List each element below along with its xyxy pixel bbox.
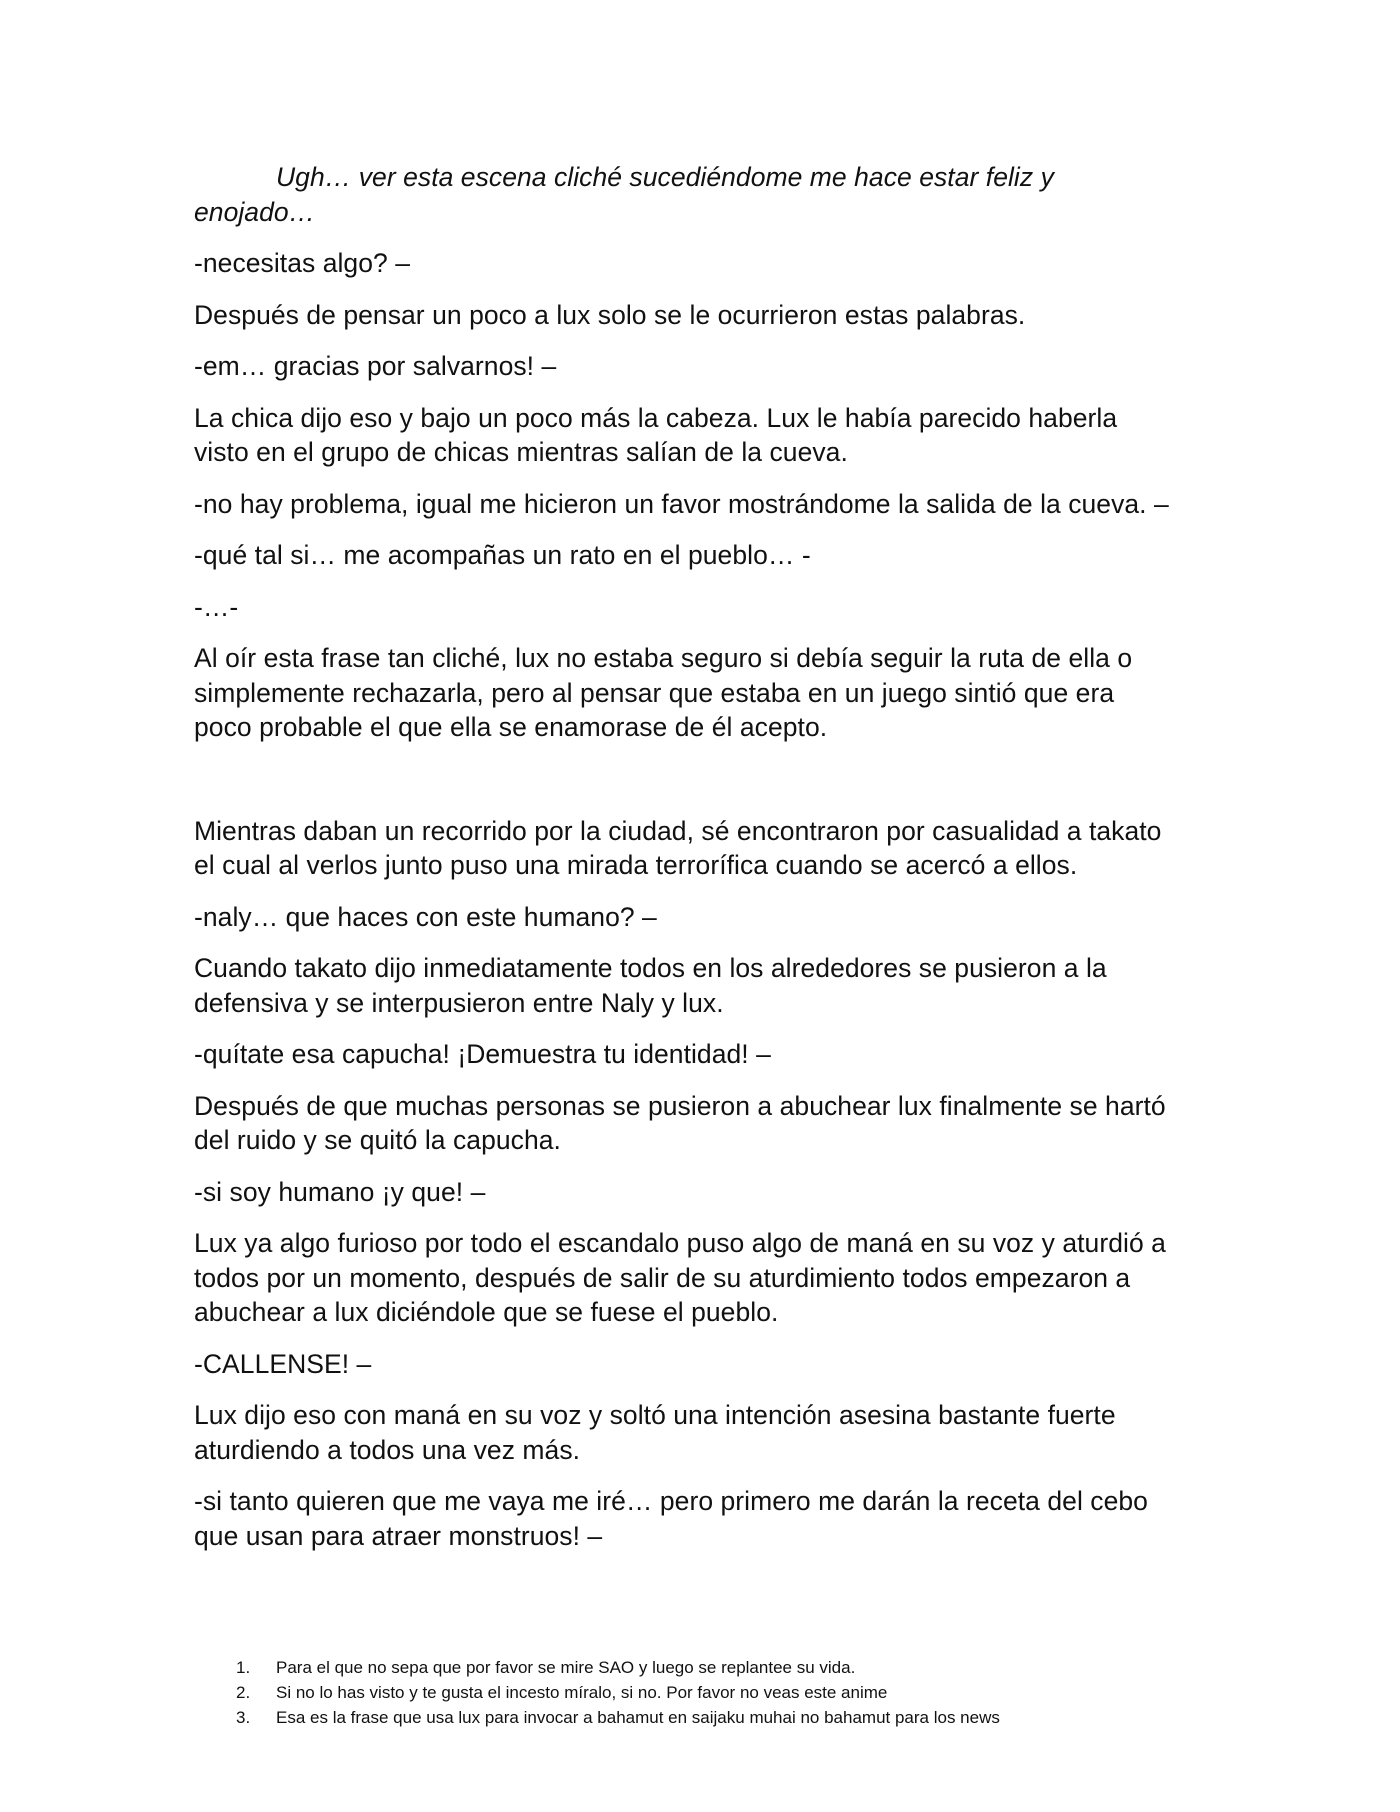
paragraph: -si soy humano ¡y que! – xyxy=(194,1176,486,1207)
footnote-item xyxy=(236,1705,1236,1730)
footnote-number: 3. xyxy=(236,1708,251,1727)
paragraph: -…- xyxy=(194,591,239,622)
paragraph: -em… gracias por salvarnos! – xyxy=(194,351,557,381)
paragraph: Mientras daban un recorrido por la ciudad, sé encontraron por casualidad a takato el cual al verlos junto puso una mirada terrorífica cuando se acercó a ellos. xyxy=(194,815,1162,880)
paragraph: -si tanto quieren que me vaya me iré… pero primero me darán la receta del cebo que usan para atraer monstruos! – xyxy=(194,1486,1148,1551)
paragraph: Lux ya algo furioso por todo el escandalo puso algo de maná en su voz y aturdió a todos por un momento, después de salir de su aturdimiento todos empezaron a abuchear a lux diciéndole que se fuese el pueblo. xyxy=(194,1228,1166,1327)
paragraph: Después de que muchas personas se pusieron a abuchear lux finalmente se hartó del ruido y se quitó la capucha. xyxy=(194,1090,1166,1155)
paragraph: -quítate esa capucha! ¡Demuestra tu identidad! – xyxy=(194,1039,771,1069)
section-gap xyxy=(194,762,1214,814)
footnote-text: Si no lo has visto y te gusta el incesto míralo, si no. Por favor no veas este anime xyxy=(276,1683,888,1702)
paragraph: Cuando takato dijo inmediatamente todos en los alrededores se pusieron a la defensiva y se interpusieron entre Naly y lux. xyxy=(194,953,1107,1018)
footnote-text: Para el que no sepa que por favor se mire SAO y luego se replantee su vida. xyxy=(276,1658,856,1677)
paragraph: -naly… que haces con este humano? – xyxy=(194,901,657,932)
paragraph: Lux dijo eso con maná en su voz y soltó una intención asesina bastante fuerte aturdiendo a todos una vez más. xyxy=(194,1400,1116,1465)
footnotes-list xyxy=(236,1655,1236,1730)
paragraph: -necesitas algo? – xyxy=(194,248,410,278)
paragraph: -no hay problema, igual me hicieron un favor mostrándome la salida de la cueva. – xyxy=(194,488,1169,519)
footnote-text: Esa es la frase que usa lux para invocar a bahamut en saijaku muhai no bahamut para los news xyxy=(276,1708,1000,1727)
paragraph: Al oír esta frase tan cliché, lux no estaba seguro si debía seguir la ruta de ella o simplemente rechazarla, pero al pensar que estaba en un juego sintió que era poco probable el que ella se enamorase de él acepto. xyxy=(194,643,1133,742)
footnote-item xyxy=(236,1655,1236,1680)
paragraph: -CALLENSE! – xyxy=(194,1348,372,1379)
body-text xyxy=(194,160,1214,1570)
paragraph: -qué tal si… me acompañas un rato en el pueblo… - xyxy=(194,540,811,570)
footnote-number: 1. xyxy=(236,1658,251,1677)
footnote-number: 2. xyxy=(236,1683,251,1702)
paragraph: Después de pensar un poco a lux solo se le ocurrieron estas palabras. xyxy=(194,299,1026,330)
paragraph-italic-intro: Ugh… ver esta escena cliché sucediéndome me hace estar feliz y enojado… xyxy=(194,162,1054,227)
footnote-item xyxy=(236,1680,1236,1705)
paragraph: La chica dijo eso y bajo un poco más la cabeza. Lux le había parecido haberla visto en el grupo de chicas mientras salían de la cueva. xyxy=(194,402,1118,467)
